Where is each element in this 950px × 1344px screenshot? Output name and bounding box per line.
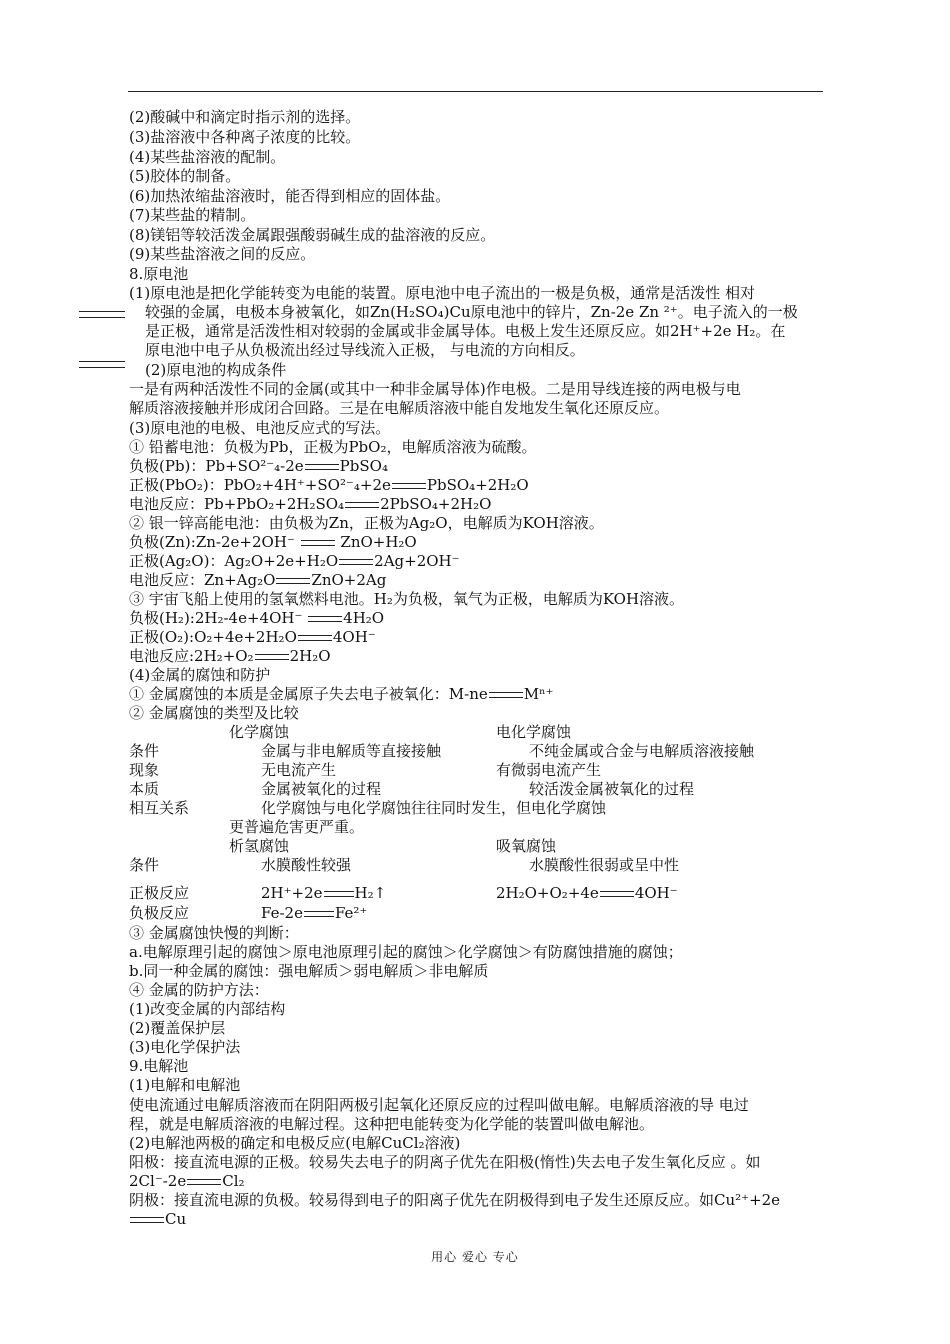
equation-left: 负极(Zn):Zn-2e+2OH⁻ [129,533,295,551]
text-line: ③ 金属腐蚀快慢的判断： [129,924,299,942]
text-line: (7)某些盐的精制。 [129,206,256,224]
table-cell [496,884,678,903]
text-line: (3)原电池的电极、电池反应式的写法。 [129,419,391,437]
table-row-label: 正极反应 [129,884,190,902]
equation-right: 2PbSO₄+2H₂O [380,495,492,513]
table-row-label: 条件 [129,742,160,760]
equation-left: 负极(H₂):2H₂-4e+4OH⁻ [129,609,303,627]
table-cell [261,884,386,903]
header-rule [128,91,823,92]
text-line: 程，就是电解质溶液的电解过程。这种把电能转变为化学能的装置叫做电解池。 [129,1115,655,1133]
equation-left: 正极(O₂):O₂+4e+2H₂O [129,628,297,646]
section-heading: 8.原电池 [129,265,189,283]
equals-sign [308,616,342,622]
table-header: 电化学腐蚀 [496,723,572,741]
equals-sign [392,483,426,489]
equation-right: 4OH⁻ [332,628,376,646]
equation-line [129,495,491,514]
equation-line [129,552,460,571]
text-line: 阳极：接直流电源的正极。较易失去电子的阴离子优先在阳极(惰性)失去电子发生氧化反应 。如 [129,1153,761,1171]
text-line: (5)胶体的制备。 [129,167,241,185]
text-line: (3)电化学保护法 [129,1038,241,1056]
text-line: (1)电解和电解池 [129,1076,241,1094]
equals-sign [187,1179,221,1185]
table-row-label: 条件 [129,856,160,874]
text-line: 是正极，通常是活泼性相对较弱的金属或非金属导体。电极上发生还原反应。如2H⁺+2e H₂。在 [145,322,786,340]
text-line: (2)原电池的构成条件 [145,361,287,379]
equation-right: 2H₂O [289,647,331,665]
text-line: 解质溶液接触并形成闭合回路。三是在电解质溶液中能自发地发生氧化还原反应。 [129,399,670,417]
text-line: (2)酸碱中和滴定时指示剂的选择。 [129,108,361,126]
text-line: (4)金属的腐蚀和防护 [129,666,271,684]
table-header: 吸氧腐蚀 [496,837,557,855]
table-cell: 较活泼金属被氧化的过程 [529,780,695,798]
text-line: b.同一种金属的腐蚀：强电解质＞弱电解质＞非电解质 [129,962,489,980]
equation-left: 2H⁺+2e [261,884,323,902]
equation-left: 2Cl⁻-2e [129,1172,187,1190]
equation-line [129,685,554,704]
equation-right: PbSO₄ [339,457,388,475]
equation-left: 正极(PbO₂)：PbO₂+4H⁺+SO²⁻₄+2e [129,476,391,494]
equation-line [129,476,529,495]
table-cell: 水膜酸性较强 [261,856,352,874]
equals-sign [301,540,335,546]
text-line: (2)覆盖保护层 [129,1019,226,1037]
table-header: 析氢腐蚀 [229,837,290,855]
text-line: 一是有两种活泼性不同的金属(或其中一种非金属导体)作电极。二是用导线连接的两电极与电 [129,380,741,398]
equals-sign [324,891,354,897]
equation-right: 4H₂O [343,609,385,627]
equation-left: 正极(Ag₂O)：Ag₂O+2e+H₂O [129,552,339,570]
equation-line [129,628,376,647]
table-cell: 水膜酸性很弱或呈中性 [529,856,680,874]
table-cell: 无电流产生 [261,761,337,779]
text-line: (1)改变金属的内部结构 [129,1000,286,1018]
equation-line [129,571,386,590]
equals-sign [304,911,334,917]
equation-left: 2H₂O+O₂+4e [496,884,599,902]
equation-line [129,1210,186,1229]
equation-right: H₂↑ [354,884,387,902]
text-line: ③ 宇宙飞船上使用的氢氧燃料电池。H₂为负极，氧气为正极，电解质为KOH溶液。 [129,590,685,608]
equation-right: 4OH⁻ [634,884,678,902]
table-cell: 更普遍危害更严重。 [229,818,365,836]
text-line: (2)电解池两极的确定和电极反应(电解CuCl₂溶液) [129,1134,461,1152]
equation-line [129,533,417,552]
equation-line [129,1172,245,1191]
text-line: ① 铅蓄电池：负极为Pb，正极为PbO₂，电解质溶液为硫酸。 [129,438,537,456]
table-cell: 金属与非电解质等直接接触 [261,742,442,760]
equation-right: ZnO+H₂O [340,533,417,551]
text-line: a.电解原理引起的腐蚀＞原电池原理引起的腐蚀＞化学腐蚀＞有防腐蚀措施的腐蚀； [129,943,683,961]
equals-sign [345,502,379,508]
equation-left: Fe-2e [261,904,303,922]
text-line: (4)某些盐溶液的配制。 [129,148,286,166]
text-line: ② 银一锌高能电池：由负极为Zn，正极为Ag₂O，电解质为KOH溶液。 [129,514,604,532]
text-line: 原电池中电子从负极流出经过导线流入正极， 与电流的方向相反。 [145,341,585,359]
equals-sign [255,654,289,660]
equals-sign [298,635,332,641]
page-footer: 用心 爱心 专心 [431,1250,519,1264]
table-row-label: 相互关系 [129,799,190,817]
equation-left: 电池反应：Pb+PbO₂+2H₂SO₄ [129,495,345,513]
text-line: (8)镁铝等较活泼金属跟强酸弱碱生成的盐溶液的反应。 [129,226,496,244]
equation-right: Mⁿ⁺ [523,685,554,703]
equation-line [129,609,384,628]
equation-right: Fe²⁺ [334,904,368,922]
table-row-label: 负极反应 [129,904,190,922]
table-cell: 有微弱电流产生 [496,761,602,779]
equation-left: ① 金属腐蚀的本质是金属原子失去电子被氧化：M-ne [129,685,488,703]
equation-line [129,457,388,476]
table-row-label: 现象 [129,761,160,779]
table-cell: 化学腐蚀与电化学腐蚀往往同时发生，但电化学腐蚀 [261,799,607,817]
table-header: 化学腐蚀 [229,723,290,741]
equation-left: 电池反应：Zn+Ag₂O [129,571,276,589]
equals-sign [130,1217,164,1223]
equation-line [129,647,331,666]
equation-left: 电池反应:2H₂+O₂ [129,647,254,665]
text-line: ② 金属腐蚀的类型及比较 [129,704,299,722]
margin-mark [79,361,125,368]
text-line: (6)加热浓缩盐溶液时，能否得到相应的固体盐。 [129,187,451,205]
text-line: 阴极：接直流电源的负极。较易得到电子的阳离子优先在阴极得到电子发生还原反应。如Cu²⁺+2e [129,1191,781,1209]
equation-right: Cu [165,1210,187,1228]
section-heading: 9.电解池 [129,1057,189,1075]
equals-sign [276,578,310,584]
text-line: (9)某些盐溶液之间的反应。 [129,245,316,263]
equals-sign [600,891,634,897]
margin-mark [79,311,125,318]
equals-sign [305,464,339,470]
equation-right: PbSO₄+2H₂O [426,476,529,494]
text-line: 较强的金属，电极本身被氧化，如Zn(H₂SO₄)Cu原电池中的锌片，Zn-2e Zn ²⁺。电子流入的一极 [145,303,798,321]
equals-sign [339,559,373,565]
equals-sign [489,692,523,698]
text-line: ④ 金属的防护方法： [129,981,269,999]
equation-left: 负极(Pb)：Pb+SO²⁻₄-2e [129,457,304,475]
text-line: (1)原电池是把化学能转变为电能的装置。原电池中电子流出的一极是负极，通常是活泼性 相对 [129,284,756,302]
table-row-label: 本质 [129,780,160,798]
table-cell [261,904,367,923]
equation-right: 2Ag+2OH⁻ [374,552,460,570]
table-cell: 不纯金属或合金与电解质溶液接触 [529,742,755,760]
text-line: 使电流通过电解质溶液而在阴阳两极引起氧化还原反应的过程叫做电解。电解质溶液的导 电过 [129,1096,749,1114]
equation-right: Cl₂ [222,1172,245,1190]
text-line: (3)盐溶液中各种离子浓度的比较。 [129,128,361,146]
equation-right: ZnO+2Ag [311,571,387,589]
table-cell: 金属被氧化的过程 [261,780,382,798]
